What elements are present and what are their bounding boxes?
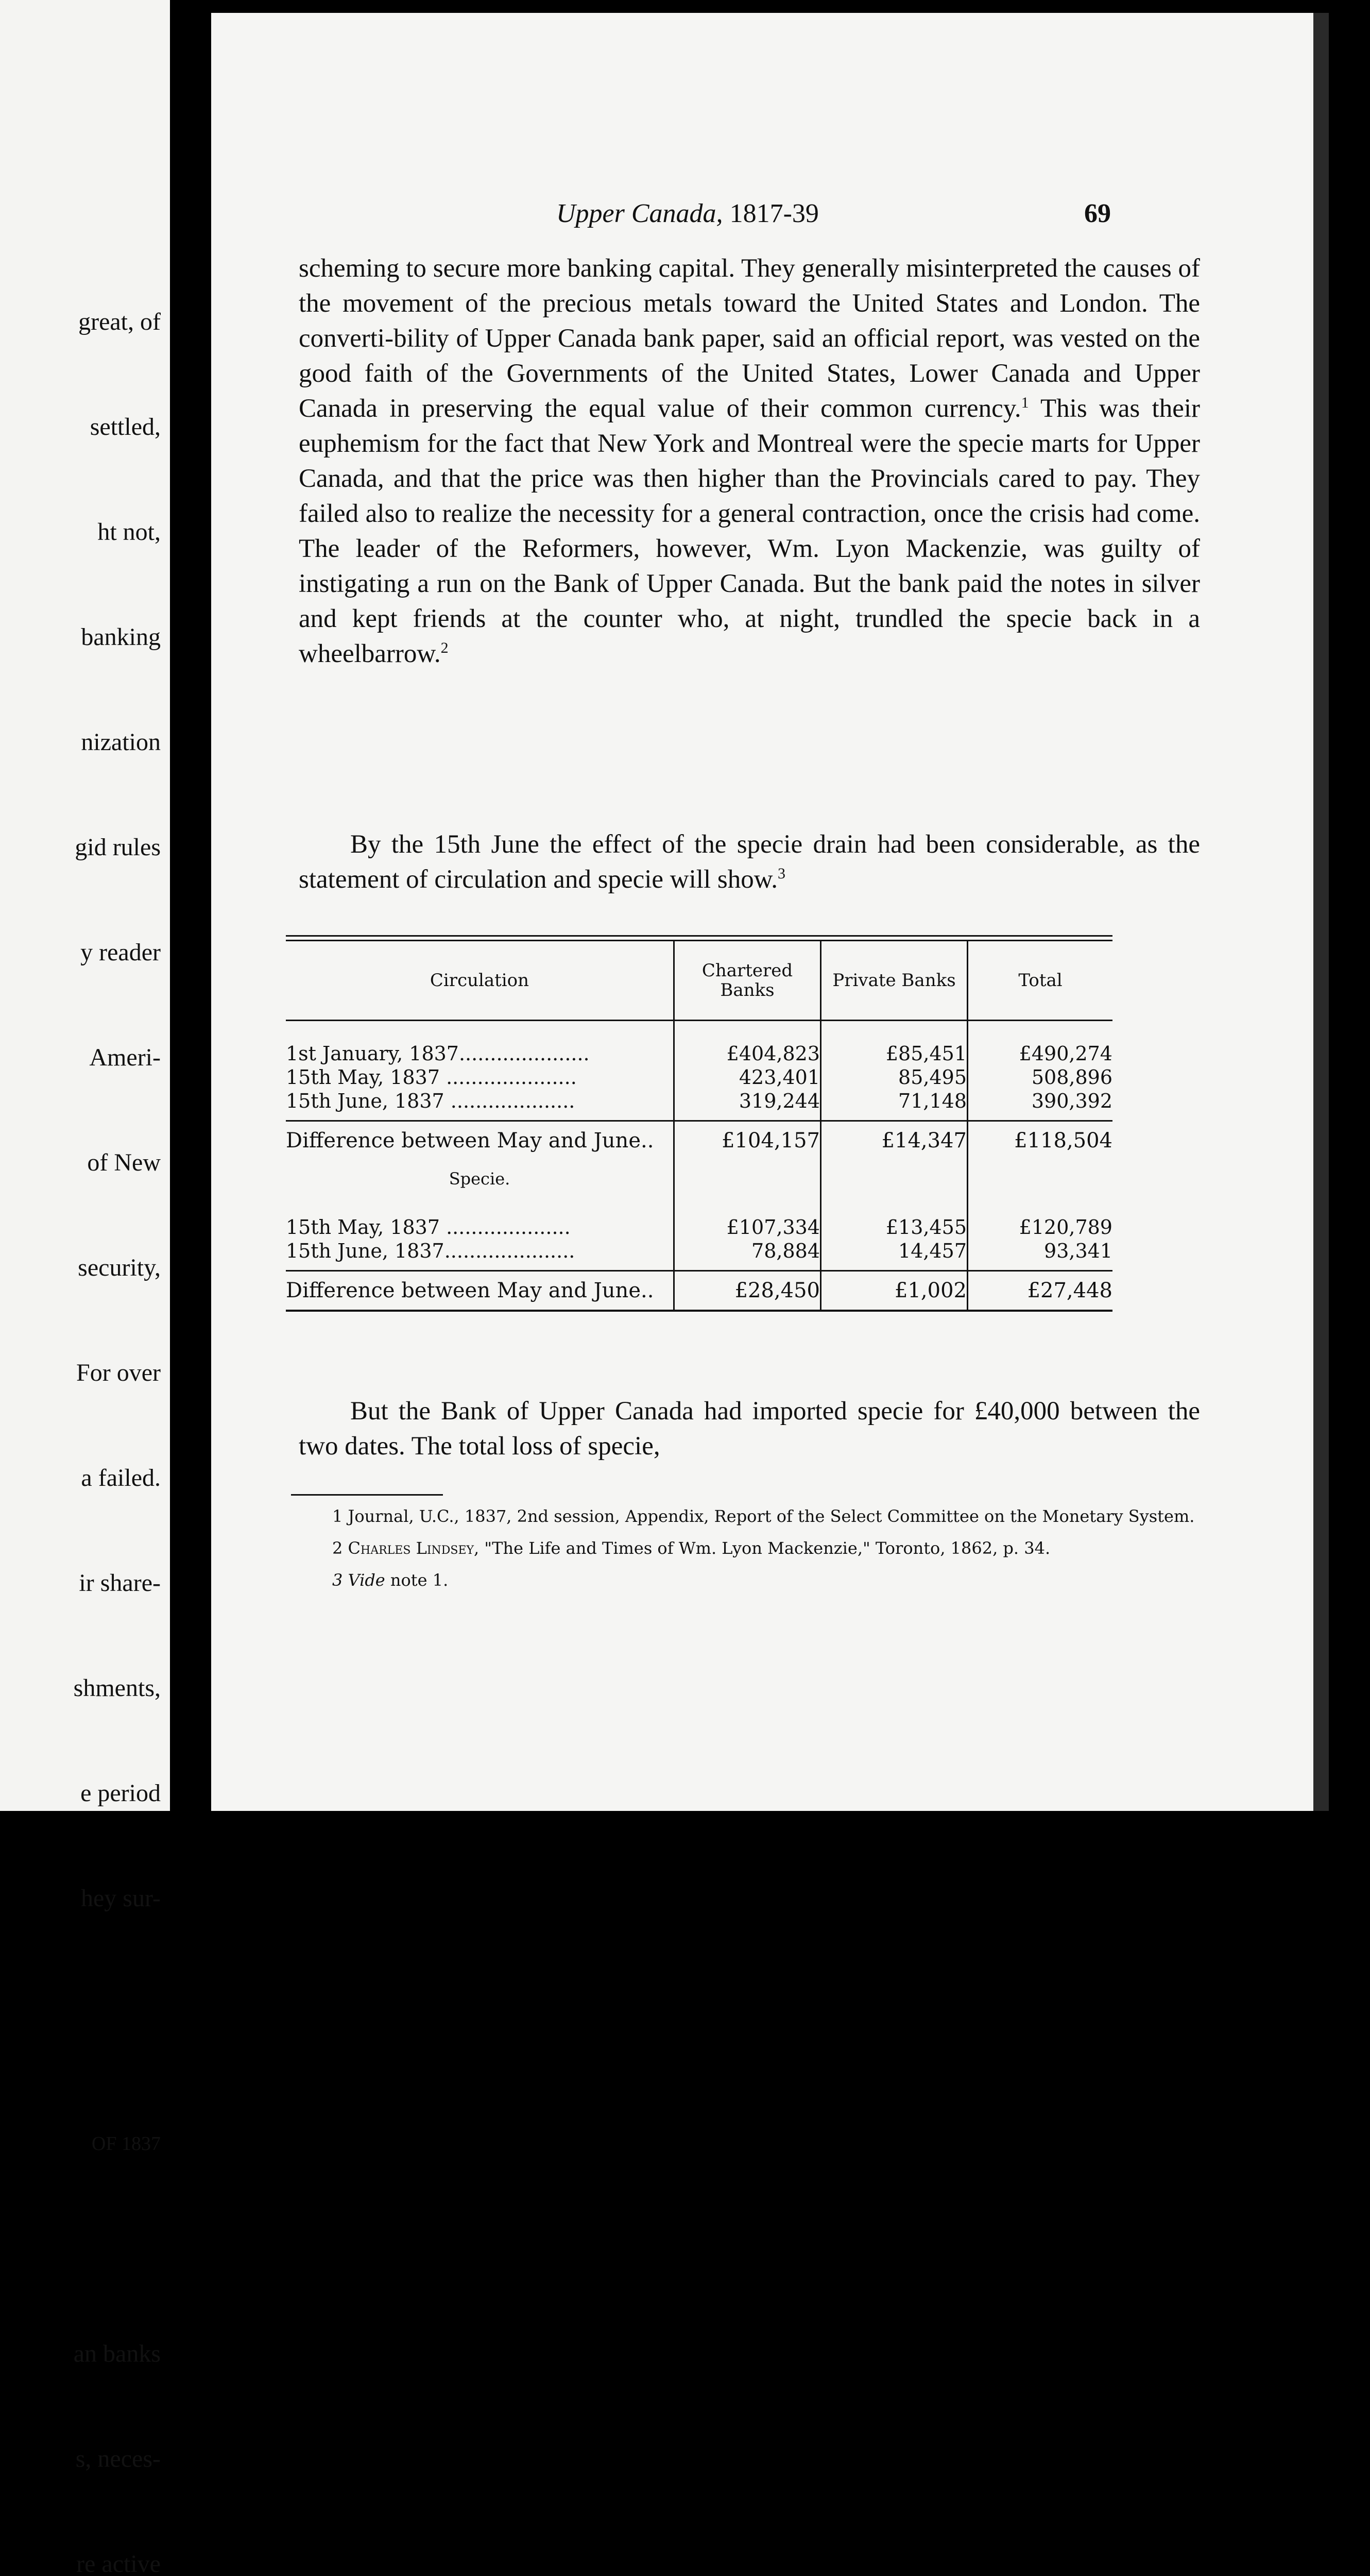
cell-value: 93,341 [1044, 1240, 1112, 1262]
cell-value: 319,244 [739, 1090, 820, 1112]
column-header: Private Banks [821, 941, 968, 1021]
cell-value: £28,450 [674, 1271, 821, 1310]
paragraph-2 [299, 827, 1200, 897]
page-edge [1313, 13, 1329, 1811]
scan-border [0, 1811, 1370, 1834]
cell-value: 78,884 [751, 1240, 820, 1262]
left-line: of New [87, 1149, 161, 1176]
row-label: Difference between May and June.. [286, 1121, 674, 1160]
book-page [211, 13, 1329, 1811]
book-gutter [170, 0, 211, 1834]
left-line: ir share- [79, 1569, 161, 1597]
cell-value: 508,896 [1031, 1066, 1112, 1089]
paragraph-text: This was their euphemism for the fact that New York and Montreal were the specie marts for Upper Canada, and that the price was then higher than the Provincials cared to pay. They failed also to realize the necessity for a general contraction, once the crisis had come. The leader of the Reformers, however, Wm. Lyon Mackenzie, was guilty of instigating a run on the Bank of Upper Canada. But the bank paid the notes in silver and kept friends at the counter who, at night, trundled the specie back in a wheelbarrow. [299, 394, 1200, 668]
footnote-1: 1 Journal, U.C., 1837, 2nd session, Appendix, Report of the Select Committee on the Monetary System. [332, 1506, 1195, 1526]
table-top-rule [286, 935, 1112, 941]
column-header: Chartered Banks [674, 941, 821, 1021]
left-line: security, [78, 1254, 161, 1281]
column-header: Total [968, 941, 1113, 1021]
circulation-specie-table [286, 935, 1112, 1312]
table-section-heading [286, 1160, 1112, 1200]
cell-value: £13,455 [885, 1216, 967, 1239]
left-line: hey sur- [81, 1885, 161, 1912]
left-page-text [49, 234, 161, 2576]
cell-value: 423,401 [739, 1066, 820, 1089]
left-line: re active [76, 2550, 161, 2576]
paragraph-1 [299, 251, 1200, 671]
left-line: banking [81, 623, 161, 651]
left-line: nization [81, 728, 161, 756]
left-facing-page [0, 0, 170, 2576]
cell-value: 71,148 [898, 1090, 967, 1112]
left-line: a failed. [81, 1464, 161, 1492]
cell-value: 85,495 [898, 1066, 967, 1089]
table-difference-row [286, 1121, 1112, 1160]
table-bottom-rule [286, 1310, 1112, 1312]
footnote-vide: 3 Vide [332, 1570, 385, 1590]
row-label: 15th May, 1837 ..................... [286, 1066, 577, 1089]
footnote-ref: 2 [440, 639, 449, 656]
running-title: Upper Canada, [556, 199, 723, 228]
paragraph-text: By the 15th June the effect of the specie drain had been considerable, as the statement of circulation and specie will show. [299, 830, 1200, 894]
left-line: great, of [78, 308, 161, 335]
left-line: s, neces- [75, 2445, 161, 2472]
table-row [286, 1200, 1112, 1271]
footnote-ref: 1 [1021, 394, 1029, 411]
cell-value: 390,392 [1031, 1090, 1112, 1112]
row-label: 15th June, 1837 .................... [286, 1090, 575, 1112]
table-row [286, 1021, 1112, 1121]
row-label: 15th May, 1837 .................... [286, 1216, 571, 1239]
cell-value: £118,504 [968, 1121, 1113, 1160]
table-header-row [286, 941, 1112, 1021]
row-label: 15th June, 1837..................... [286, 1240, 575, 1262]
cell-value: £107,334 [726, 1216, 820, 1239]
left-line: y reader [80, 939, 161, 966]
left-heading-fragment: OF 1837 [91, 2133, 161, 2155]
cell-value: £85,451 [885, 1042, 967, 1065]
left-line: ht not, [97, 518, 161, 546]
footnote-text: note 1. [385, 1570, 449, 1590]
left-line: Ameri- [89, 1044, 161, 1071]
cell-value: £27,448 [968, 1271, 1113, 1310]
column-header: Circulation [286, 941, 674, 1021]
left-line: e period [80, 1780, 161, 1807]
left-line: shments, [73, 1674, 161, 1702]
row-label: Difference between May and June.. [286, 1271, 674, 1310]
footnote-ref: 3 [778, 865, 786, 882]
cell-value: £14,347 [821, 1121, 968, 1160]
footnote-text: "The Life and Times of Wm. Lyon Mackenzie," Toronto, 1862, p. 34. [479, 1538, 1051, 1558]
footnotes [286, 1507, 1203, 1603]
left-line: an banks [73, 2340, 161, 2367]
paragraph-3 [299, 1394, 1200, 1464]
paragraph-text: But the Bank of Upper Canada had imported specie for £40,000 between the two dates. The total loss of specie, [299, 1397, 1200, 1461]
left-line: settled, [90, 413, 161, 440]
running-head [556, 198, 819, 229]
left-line: gid rules [75, 834, 161, 861]
cell-value: £404,823 [726, 1042, 820, 1065]
cell-value: £120,789 [1019, 1216, 1112, 1239]
footnote-author: 2 Charles Lindsey, [332, 1538, 480, 1558]
cell-value: 14,457 [898, 1240, 967, 1262]
running-years: 1817-39 [729, 199, 819, 228]
paragraph-text: scheming to secure more banking capital. They generally misinterpreted the causes of the movement of the precious metals toward the United States and London. The converti-bility of Upper Canada bank paper, said an official report, was vested on the good faith of the Governments of the United States, Lower Canada and Upper Canada in preserving the equal value of their common currency. [299, 254, 1200, 423]
footnote-rule [291, 1494, 443, 1496]
footnote-3 [286, 1571, 1203, 1589]
cell-value: £1,002 [821, 1271, 968, 1310]
page-number: 69 [1084, 199, 1111, 228]
footnote-2 [286, 1539, 1203, 1557]
left-line: For over [76, 1359, 161, 1386]
cell-value: £490,274 [1019, 1042, 1112, 1065]
cell-value: £104,157 [674, 1121, 821, 1160]
table-difference-row [286, 1271, 1112, 1310]
row-label: 1st January, 1837..................... [286, 1042, 590, 1065]
section-label: Specie. [449, 1169, 510, 1189]
